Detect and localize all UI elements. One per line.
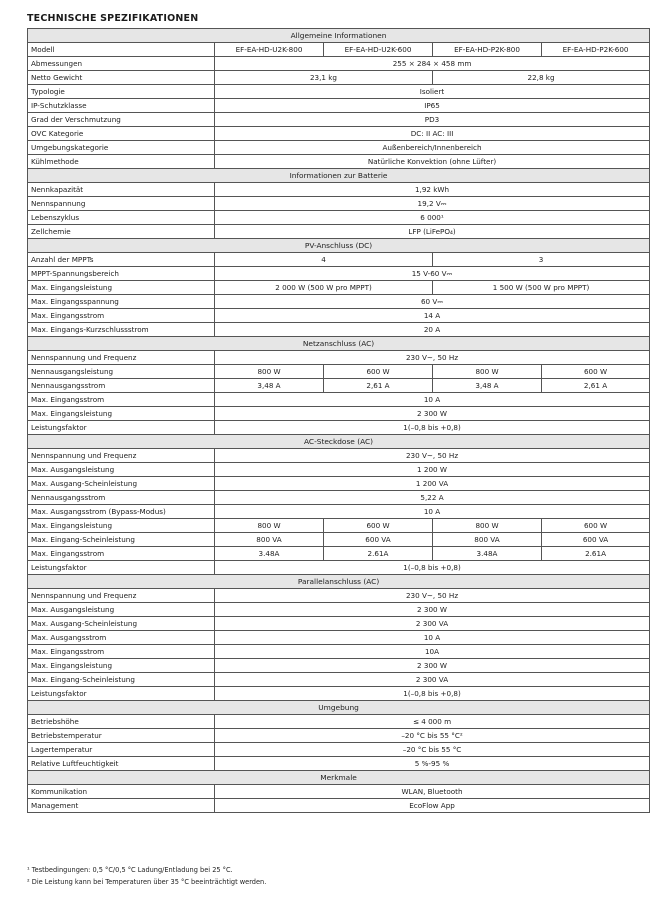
table-row	[28, 799, 650, 813]
row-label: Anzahl der MPPTs	[28, 253, 215, 267]
table-row	[28, 43, 650, 57]
row-label: Nennausgangsstrom	[28, 379, 215, 393]
table-row	[28, 743, 650, 757]
row-value: 2 300 VA	[215, 673, 650, 687]
row-value: 10 A	[215, 505, 650, 519]
row-value: 800 W	[215, 365, 324, 379]
row-value: 1 200 W	[215, 463, 650, 477]
row-value: 60 V⎓	[215, 295, 650, 309]
table-row	[28, 267, 650, 281]
row-label: Max. Eingang-Scheinleistung	[28, 673, 215, 687]
footnote-2: ² Die Leistung kann bei Temperaturen über 35 °C beeinträchtigt werden.	[27, 878, 267, 886]
table-row	[28, 645, 650, 659]
section-header	[28, 239, 650, 253]
row-value: 800 W	[433, 365, 542, 379]
row-value: 1(–0,8 bis +0,8)	[215, 421, 650, 435]
row-label: MPPT-Spannungsbereich	[28, 267, 215, 281]
row-value: 2.61A	[324, 547, 433, 561]
row-label: Lagertemperatur	[28, 743, 215, 757]
row-value: 2.61A	[542, 547, 650, 561]
row-value: EF-EA-HD-U2K-600	[324, 43, 433, 57]
table-row	[28, 351, 650, 365]
row-label: Zellchemie	[28, 225, 215, 239]
row-label: Max. Eingangsleistung	[28, 519, 215, 533]
table-row	[28, 71, 650, 85]
table-row	[28, 379, 650, 393]
table-row	[28, 589, 650, 603]
row-label: Kühlmethode	[28, 155, 215, 169]
row-value: ≤ 4 000 m	[215, 715, 650, 729]
table-row	[28, 127, 650, 141]
row-label: Max. Ausgang-Scheinleistung	[28, 477, 215, 491]
row-value: 230 V~, 50 Hz	[215, 589, 650, 603]
row-value: 3.48A	[215, 547, 324, 561]
row-value: 23,1 kg	[215, 71, 433, 85]
row-value: 2 300 W	[215, 407, 650, 421]
row-label: Leistungsfaktor	[28, 687, 215, 701]
row-value: 2,61 A	[324, 379, 433, 393]
table-row	[28, 183, 650, 197]
table-row	[28, 449, 650, 463]
row-value: EF-EA-HD-U2K-800	[215, 43, 324, 57]
row-value: 1 500 W (500 W pro MPPT)	[433, 281, 650, 295]
row-value: EcoFlow App	[215, 799, 650, 813]
row-label: Max. Eingangsleistung	[28, 659, 215, 673]
table-row	[28, 715, 650, 729]
section-title: Netzanschluss (AC)	[28, 337, 650, 351]
row-value: 4	[215, 253, 433, 267]
table-row	[28, 197, 650, 211]
section-header	[28, 575, 650, 589]
row-label: Max. Ausgangsleistung	[28, 603, 215, 617]
row-value: 600 W	[324, 519, 433, 533]
row-label: Max. Eingangsstrom	[28, 309, 215, 323]
table-row	[28, 57, 650, 71]
table-row	[28, 673, 650, 687]
row-value: 10 A	[215, 631, 650, 645]
table-row	[28, 785, 650, 799]
table-row	[28, 463, 650, 477]
row-value: 1(–0,8 bis +0,8)	[215, 561, 650, 575]
row-label: Relative Luftfeuchtigkeit	[28, 757, 215, 771]
section-header	[28, 29, 650, 43]
row-label: Betriebshöhe	[28, 715, 215, 729]
section-title: Parallelanschluss (AC)	[28, 575, 650, 589]
row-value: LFP (LiFePO₄)	[215, 225, 650, 239]
row-label: Max. Eingangsleistung	[28, 407, 215, 421]
table-row	[28, 687, 650, 701]
row-value: 230 V~, 50 Hz	[215, 449, 650, 463]
table-row	[28, 225, 650, 239]
section-title: Umgebung	[28, 701, 650, 715]
row-value: 2,61 A	[542, 379, 650, 393]
table-row	[28, 519, 650, 533]
row-value: 6 000¹	[215, 211, 650, 225]
table-row	[28, 421, 650, 435]
row-value: 1(–0,8 bis +0,8)	[215, 687, 650, 701]
row-label: Netto Gewicht	[28, 71, 215, 85]
row-value: –20 °C bis 55 °C	[215, 743, 650, 757]
spec-table	[27, 28, 650, 813]
row-value: 15 V-60 V⎓	[215, 267, 650, 281]
table-row	[28, 547, 650, 561]
table-row	[28, 477, 650, 491]
row-value: 600 W	[542, 519, 650, 533]
row-value: 1 200 VA	[215, 477, 650, 491]
section-title: Allgemeine Informationen	[28, 29, 650, 43]
footnote-1: ¹ Testbedingungen: 0,5 °C/0,5 °C Ladung/Entladung bei 25 °C.	[27, 866, 233, 874]
row-label: Max. Eingangsleistung	[28, 281, 215, 295]
table-row	[28, 253, 650, 267]
table-row	[28, 295, 650, 309]
row-label: Max. Eingangsstrom	[28, 645, 215, 659]
row-value: 600 VA	[324, 533, 433, 547]
row-label: Umgebungskategorie	[28, 141, 215, 155]
row-label: Nennspannung	[28, 197, 215, 211]
row-value: 800 VA	[215, 533, 324, 547]
row-value: 800 W	[433, 519, 542, 533]
table-row	[28, 211, 650, 225]
table-row	[28, 407, 650, 421]
table-row	[28, 85, 650, 99]
row-label: Max. Eingang-Scheinleistung	[28, 533, 215, 547]
section-header	[28, 169, 650, 183]
row-label: Nennspannung und Frequenz	[28, 351, 215, 365]
row-value: PD3	[215, 113, 650, 127]
table-row	[28, 365, 650, 379]
row-label: Leistungsfaktor	[28, 561, 215, 575]
row-label: IP-Schutzklasse	[28, 99, 215, 113]
row-value: 3.48A	[433, 547, 542, 561]
row-value: 600 VA	[542, 533, 650, 547]
row-value: 5,22 A	[215, 491, 650, 505]
row-value: WLAN, Bluetooth	[215, 785, 650, 799]
row-label: Max. Eingangsstrom	[28, 393, 215, 407]
row-label: Lebenszyklus	[28, 211, 215, 225]
row-value: IP65	[215, 99, 650, 113]
page-title: TECHNISCHE SPEZIFIKATIONEN	[27, 13, 199, 24]
table-row	[28, 309, 650, 323]
row-value: 20 A	[215, 323, 650, 337]
row-value: 600 W	[324, 365, 433, 379]
section-title: Informationen zur Batterie	[28, 169, 650, 183]
table-row	[28, 533, 650, 547]
section-title: AC-Steckdose (AC)	[28, 435, 650, 449]
row-value: 3,48 A	[215, 379, 324, 393]
row-label: Nennspannung und Frequenz	[28, 589, 215, 603]
row-label: Grad der Verschmutzung	[28, 113, 215, 127]
section-header	[28, 435, 650, 449]
row-label: Typologie	[28, 85, 215, 99]
row-value: 19,2 V⎓	[215, 197, 650, 211]
row-value: 230 V~, 50 Hz	[215, 351, 650, 365]
row-value: 2 300 W	[215, 659, 650, 673]
row-value: 10 A	[215, 393, 650, 407]
section-title: PV-Anschluss (DC)	[28, 239, 650, 253]
section-header	[28, 701, 650, 715]
table-row	[28, 659, 650, 673]
row-value: –20 °C bis 55 °C²	[215, 729, 650, 743]
row-label: Nennkapazität	[28, 183, 215, 197]
row-label: OVC Kategorie	[28, 127, 215, 141]
row-value: 600 W	[542, 365, 650, 379]
table-row	[28, 603, 650, 617]
table-row	[28, 113, 650, 127]
row-value: 3	[433, 253, 650, 267]
row-value: 800 VA	[433, 533, 542, 547]
table-row	[28, 757, 650, 771]
table-row	[28, 141, 650, 155]
row-value: 3,48 A	[433, 379, 542, 393]
section-header	[28, 771, 650, 785]
row-label: Max. Eingangs-Kurzschlussstrom	[28, 323, 215, 337]
row-value: 10A	[215, 645, 650, 659]
row-label: Abmessungen	[28, 57, 215, 71]
table-row	[28, 99, 650, 113]
table-row	[28, 631, 650, 645]
row-label: Betriebstemperatur	[28, 729, 215, 743]
row-value: Natürliche Konvektion (ohne Lüfter)	[215, 155, 650, 169]
row-value: EF-EA-HD-P2K-600	[542, 43, 650, 57]
row-label: Max. Ausgang-Scheinleistung	[28, 617, 215, 631]
row-label: Modell	[28, 43, 215, 57]
section-header	[28, 337, 650, 351]
row-label: Kommunikation	[28, 785, 215, 799]
table-row	[28, 323, 650, 337]
row-label: Leistungsfaktor	[28, 421, 215, 435]
row-value: 22,8 kg	[433, 71, 650, 85]
row-value: 2 300 VA	[215, 617, 650, 631]
row-value: 5 %-95 %	[215, 757, 650, 771]
row-label: Management	[28, 799, 215, 813]
row-value: 14 A	[215, 309, 650, 323]
row-value: 1,92 kWh	[215, 183, 650, 197]
table-row	[28, 505, 650, 519]
table-row	[28, 617, 650, 631]
table-row	[28, 729, 650, 743]
row-value: 2 000 W (500 W pro MPPT)	[215, 281, 433, 295]
table-row	[28, 561, 650, 575]
table-row	[28, 491, 650, 505]
row-label: Max. Ausgangsstrom	[28, 631, 215, 645]
row-value: 2 300 W	[215, 603, 650, 617]
row-label: Nennausgangsstrom	[28, 491, 215, 505]
row-label: Nennausgangsleistung	[28, 365, 215, 379]
row-label: Max. Ausgangsstrom (Bypass-Modus)	[28, 505, 215, 519]
row-label: Max. Eingangsspannung	[28, 295, 215, 309]
row-label: Max. Ausgangsleistung	[28, 463, 215, 477]
row-value: EF-EA-HD-P2K-800	[433, 43, 542, 57]
row-value: DC: II AC: III	[215, 127, 650, 141]
row-label: Nennspannung und Frequenz	[28, 449, 215, 463]
row-value: Isoliert	[215, 85, 650, 99]
row-value: 800 W	[215, 519, 324, 533]
row-value: Außenbereich/Innenbereich	[215, 141, 650, 155]
table-row	[28, 155, 650, 169]
table-row	[28, 281, 650, 295]
section-title: Merkmale	[28, 771, 650, 785]
row-label: Max. Eingangsstrom	[28, 547, 215, 561]
table-row	[28, 393, 650, 407]
row-value: 255 × 284 × 458 mm	[215, 57, 650, 71]
